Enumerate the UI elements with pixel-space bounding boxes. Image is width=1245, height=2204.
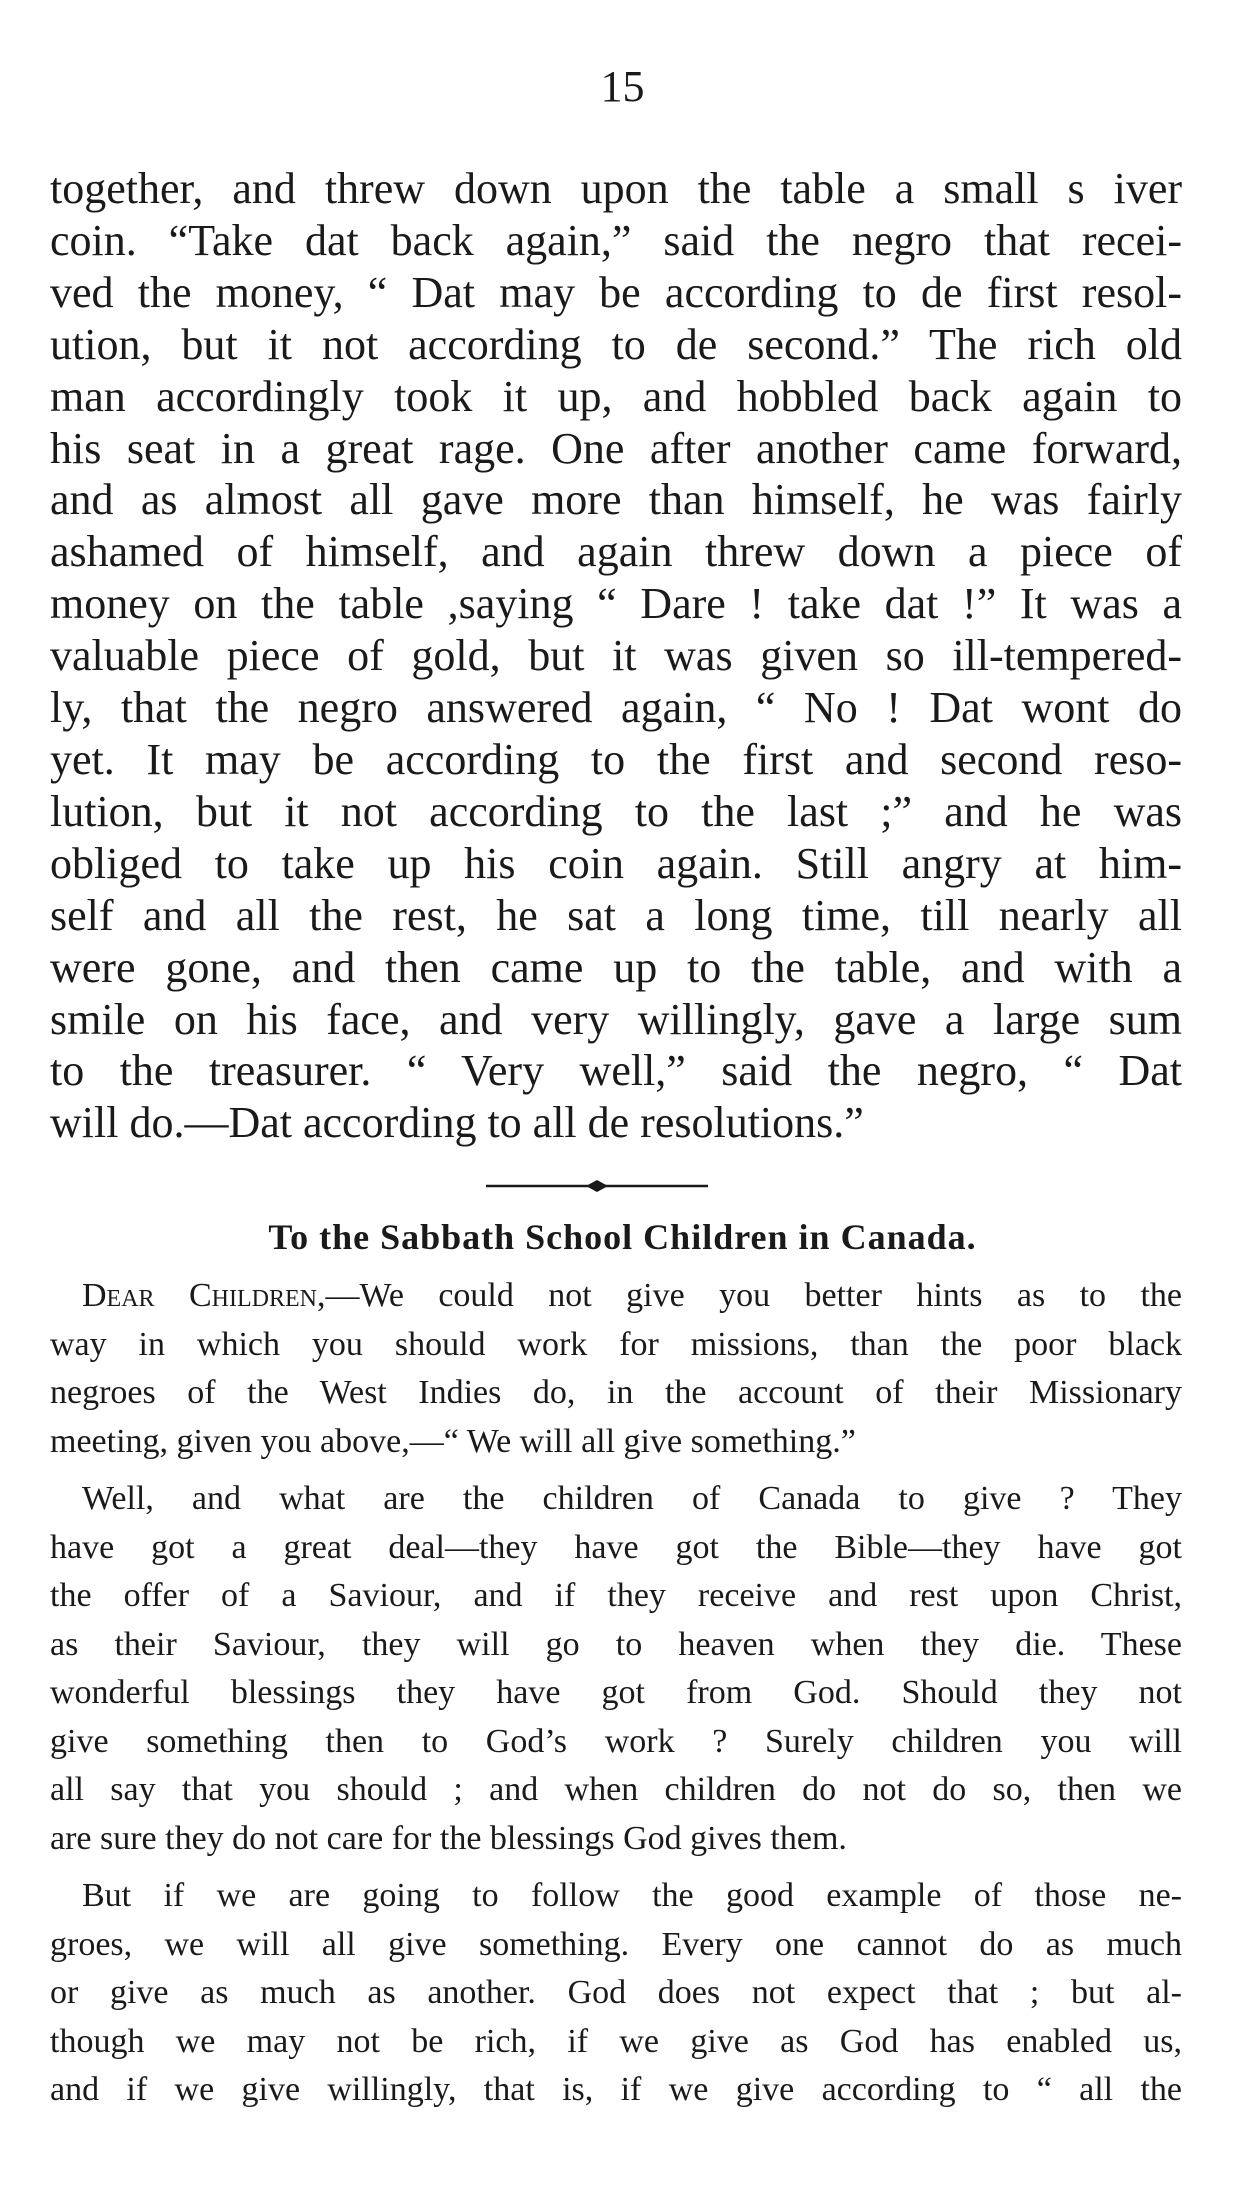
text-line: man accordingly took it up, and hobbled back again to	[50, 371, 1182, 421]
text-line: negroes of the West Indies do, in the account of their Missionary	[50, 1374, 1182, 1411]
text-line: yet. It may be according to the first and second reso-	[50, 734, 1182, 784]
text-line: give something then to God’s work ? Surely children you will	[50, 1722, 1182, 1760]
story-text	[50, 163, 1182, 1149]
text-line: Well, and what are the children of Canada to give ? They	[82, 1480, 1182, 1517]
text-line: all say that you should ; and when children do not do so, then we	[50, 1771, 1182, 1808]
text-line: the offer of a Saviour, and if they receive and rest upon Christ,	[50, 1577, 1182, 1614]
page-number: 15	[600, 62, 645, 111]
text-line: have got a great deal—they have got the Bible—they have got	[50, 1528, 1182, 1566]
text-line: meeting, given you above,—“ We will all give something.”	[50, 1422, 856, 1460]
text-line: ved the money, “ Dat may be according to de first resol-	[50, 267, 1182, 317]
section-heading: To the Sabbath School Children in Canada.	[268, 1217, 977, 1257]
text-line: But if we are going to follow the good example of those ne-	[82, 1877, 1182, 1914]
text-line: ution, but it not according to de second.” The rich old	[50, 319, 1182, 369]
text-line: lution, but it not according to the last ;” and he was	[50, 786, 1182, 836]
text-line: coin. “Take dat back again,” said the negro that recei-	[50, 215, 1182, 265]
text-line: to the treasurer. “ Very well,” said the negro, “ Dat	[50, 1046, 1182, 1096]
text-line: are sure they do not care for the blessings God gives them.	[50, 1819, 847, 1857]
text-line: will do.—Dat according to all de resolutions.”	[50, 1098, 864, 1148]
text-line: valuable piece of gold, but it was given so ill-tempered-	[50, 631, 1182, 681]
text-line: together, and threw down upon the table a small s iver	[50, 164, 1182, 213]
text-line: though we may not be rich, if we give as God has enabled us,	[50, 2022, 1182, 2060]
text-line: and if we give willingly, that is, if we give according to “ all the	[50, 2071, 1182, 2108]
text-line: were gone, and then came up to the table, and with a	[50, 942, 1182, 992]
text-line: his seat in a great rage. One after another came forward,	[50, 423, 1182, 473]
text-line: as their Saviour, they will go to heaven when they die. These	[50, 1625, 1182, 1663]
salutation: Dear Children,	[82, 1277, 326, 1314]
text-line: way in which you should work for missions, than the poor black	[50, 1325, 1182, 1363]
text-fragment: —We could not give you better hints as to the	[325, 1277, 1182, 1314]
text-line	[50, 1272, 1182, 1321]
text-line: wonderful blessings they have got from God. Should they not	[50, 1674, 1182, 1711]
text-line: ashamed of himself, and again threw down a piece of	[50, 527, 1182, 577]
letter-text	[50, 1272, 1182, 2115]
text-line: ly, that the negro answered again, “ No ! Dat wont do	[50, 683, 1182, 733]
text-line: groes, we will all give something. Every one cannot do as much	[50, 1925, 1182, 1963]
text-line: self and all the rest, he sat a long time, till nearly all	[50, 890, 1182, 940]
paragraph-gap	[50, 1863, 1182, 1872]
text-line: obliged to take up his coin again. Still angry at him-	[50, 838, 1182, 888]
paragraph-gap	[50, 1466, 1182, 1475]
text-line: and as almost all gave more than himself, he was fairly	[50, 475, 1182, 525]
section-divider	[486, 1179, 708, 1193]
text-line: money on the table ,saying “ Dare ! take dat !” It was a	[50, 579, 1182, 629]
text-line: or give as much as another. God does not expect that ; but al-	[50, 1974, 1182, 2011]
text-line: smile on his face, and very willingly, gave a large sum	[50, 994, 1182, 1044]
